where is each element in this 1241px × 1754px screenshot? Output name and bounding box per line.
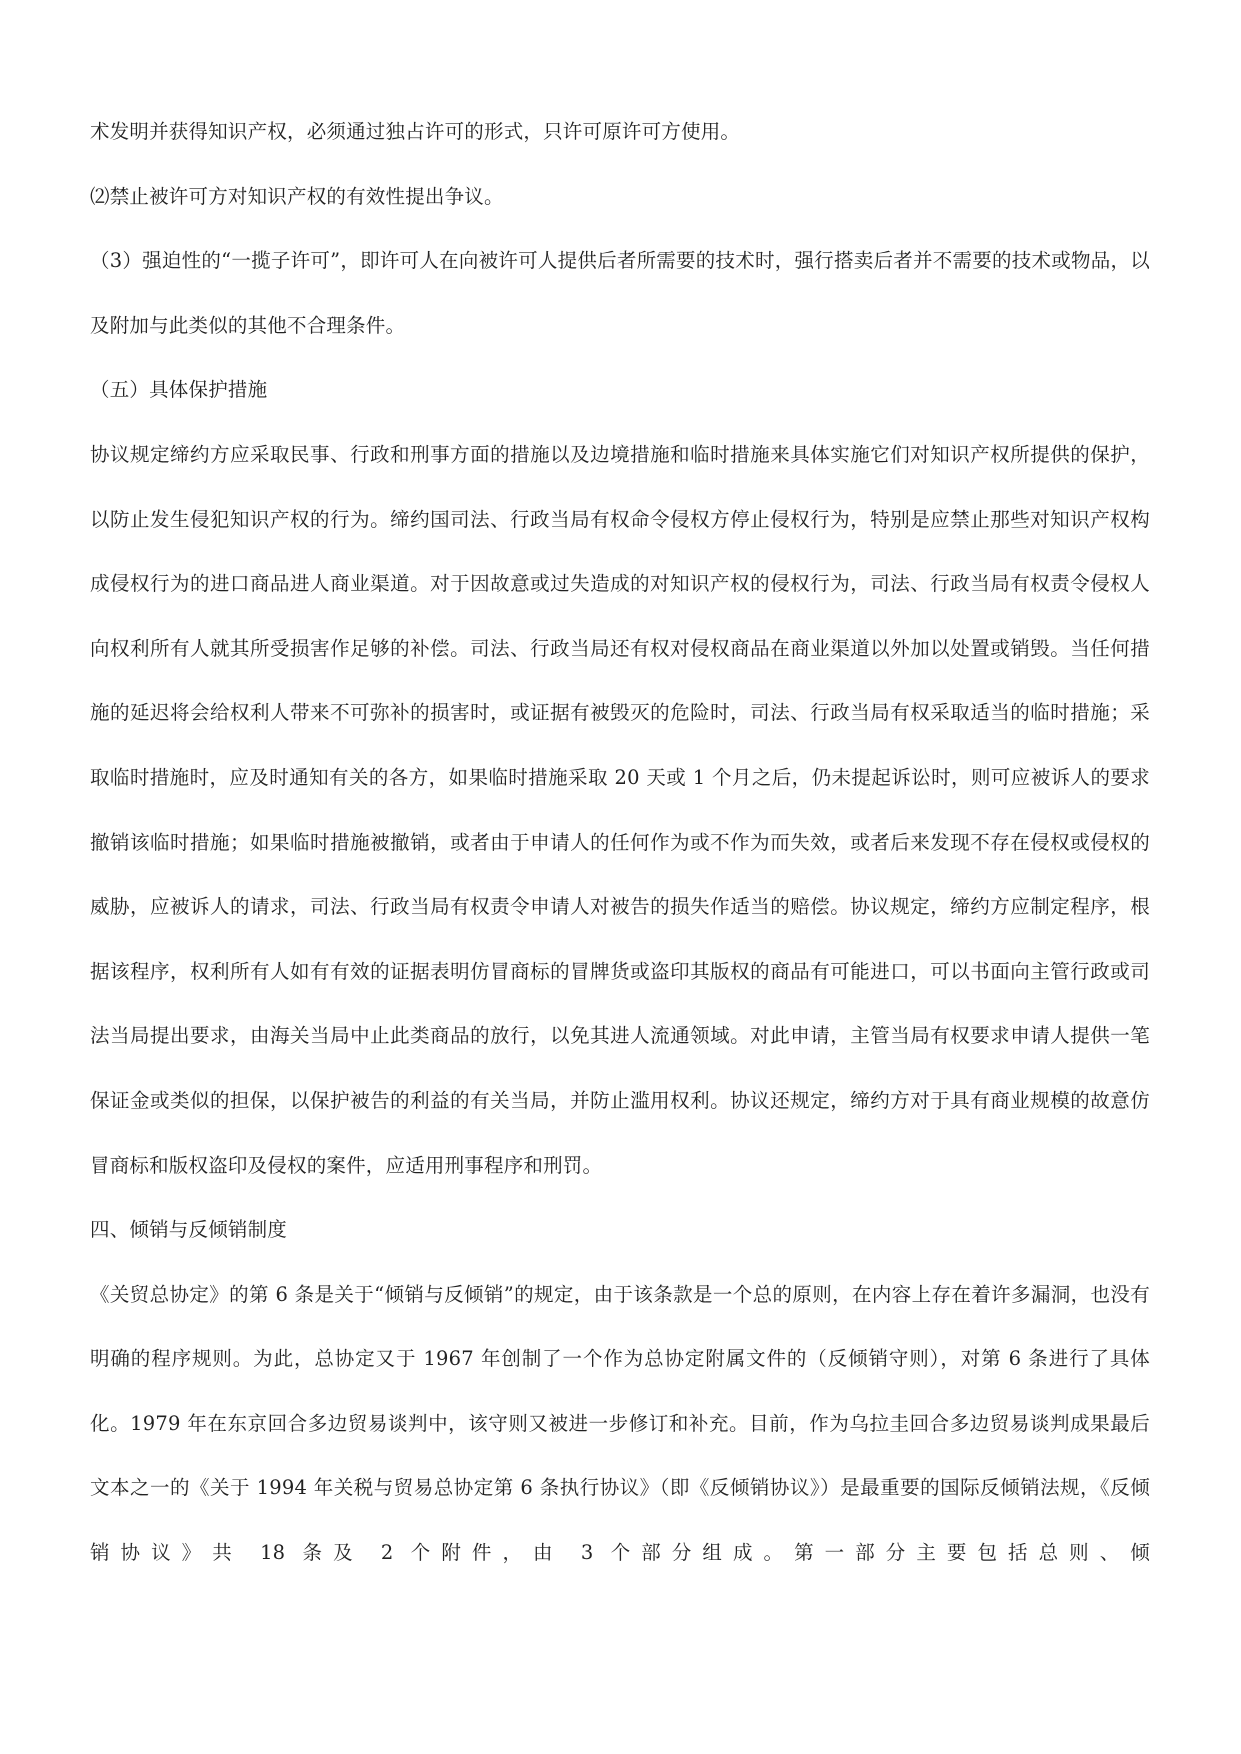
section-heading-protection-measures: （五）具体保护措施 <box>90 378 268 402</box>
paragraph-3: （3）强迫性的“一揽子许可”，即许可人在向被许可人提供后者所需要的技术时，强行搭卖后者并不需要的技术或物品，以及附加与此类似的其他不合理条件。 <box>90 249 1150 337</box>
document-body <box>90 100 1150 1586</box>
paragraph-5: 协议规定缔约方应采取民事、行政和刑事方面的措施以及边境措施和临时措施来具体实施它们对知识产权所提供的保护，以防止发生侵犯知识产权的行为。缔约国司法、行政当局有权命令侵权方停止侵权行为，特别是应禁止那些对知识产权构成侵权行为的进口商品进人商业渠道。对于因故意或过失造成的对知识产权的侵权行为，司法、行政当局有权责令侵权人向权利所有人就其所受损害作足够的补偿。司法、行政当局还有权对侵权商品在商业渠道以外加以处置或销毁。当任何措施的延迟将会给权利人带来不可弥补的损害时，或证据有被毁灭的危险时，司法、行政当局有权采取适当的临时措施；采取临时措施时，应及时通知有关的各方，如果临时措施采取 20 天或 1 个月之后，仍未提起诉讼时，则可应被诉人的要求撤销该临时措施；如果临时措施被撤销，或者由于申请人的任何作为或不作为而失效，或者后来发现不存在侵权或侵权的威胁，应被诉人的请求，司法、行政当局有权责令申请人对被告的损失作适当的赔偿。协议规定，缔约方应制定程序，根据该程序，权利所有人如有有效的证据表明仿冒商标的冒牌货或盗印其版权的商品有可能进口，可以书面向主管行政或司法当局提出要求，由海关当局中止此类商品的放行，以免其进人流通领域。对此申请，主管当局有权要求申请人提供一笔保证金或类似的担保，以保护被告的利益的有关当局，并防止滥用权利。协议还规定，缔约方对于具有商业规模的故意仿冒商标和版权盗印及侵权的案件，应适用刑事程序和刑罚。 <box>90 442 1150 1177</box>
paragraph-7: 《关贸总协定》的第 6 条是关于“倾销与反倾销”的规定，由于该条款是一个总的原则，在内容上存在着许多漏洞，也没有明确的程序规则。为此，总协定又于 1967 年创制了一个作为总协定附属文件的（反倾销守则），对第 6 条进行了具体化。1979 年在东京回合多边贸易谈判中，该守则又被进一步修订和补充。目前，作为乌拉圭回合多边贸易谈判成果最后文本之一的《关于 1994 年关税与贸易总协定第 6 条执行协议》（即《反倾销协议》）是最重要的国际反倾销法规，《反倾销协议》共 18 条及 2 个附件，由 3 个部分组成。第一部分主要包括总则、倾 <box>90 1282 1150 1565</box>
paragraph-2: ⑵禁止被许可方对知识产权的有效性提出争议。 <box>90 184 504 208</box>
paragraph-1: 术发明并获得知识产权，必须通过独占许可的形式，只许可原许可方使用。 <box>90 120 741 143</box>
section-heading-anti-dumping: 四、倾销与反倾销制度 <box>90 1218 288 1242</box>
